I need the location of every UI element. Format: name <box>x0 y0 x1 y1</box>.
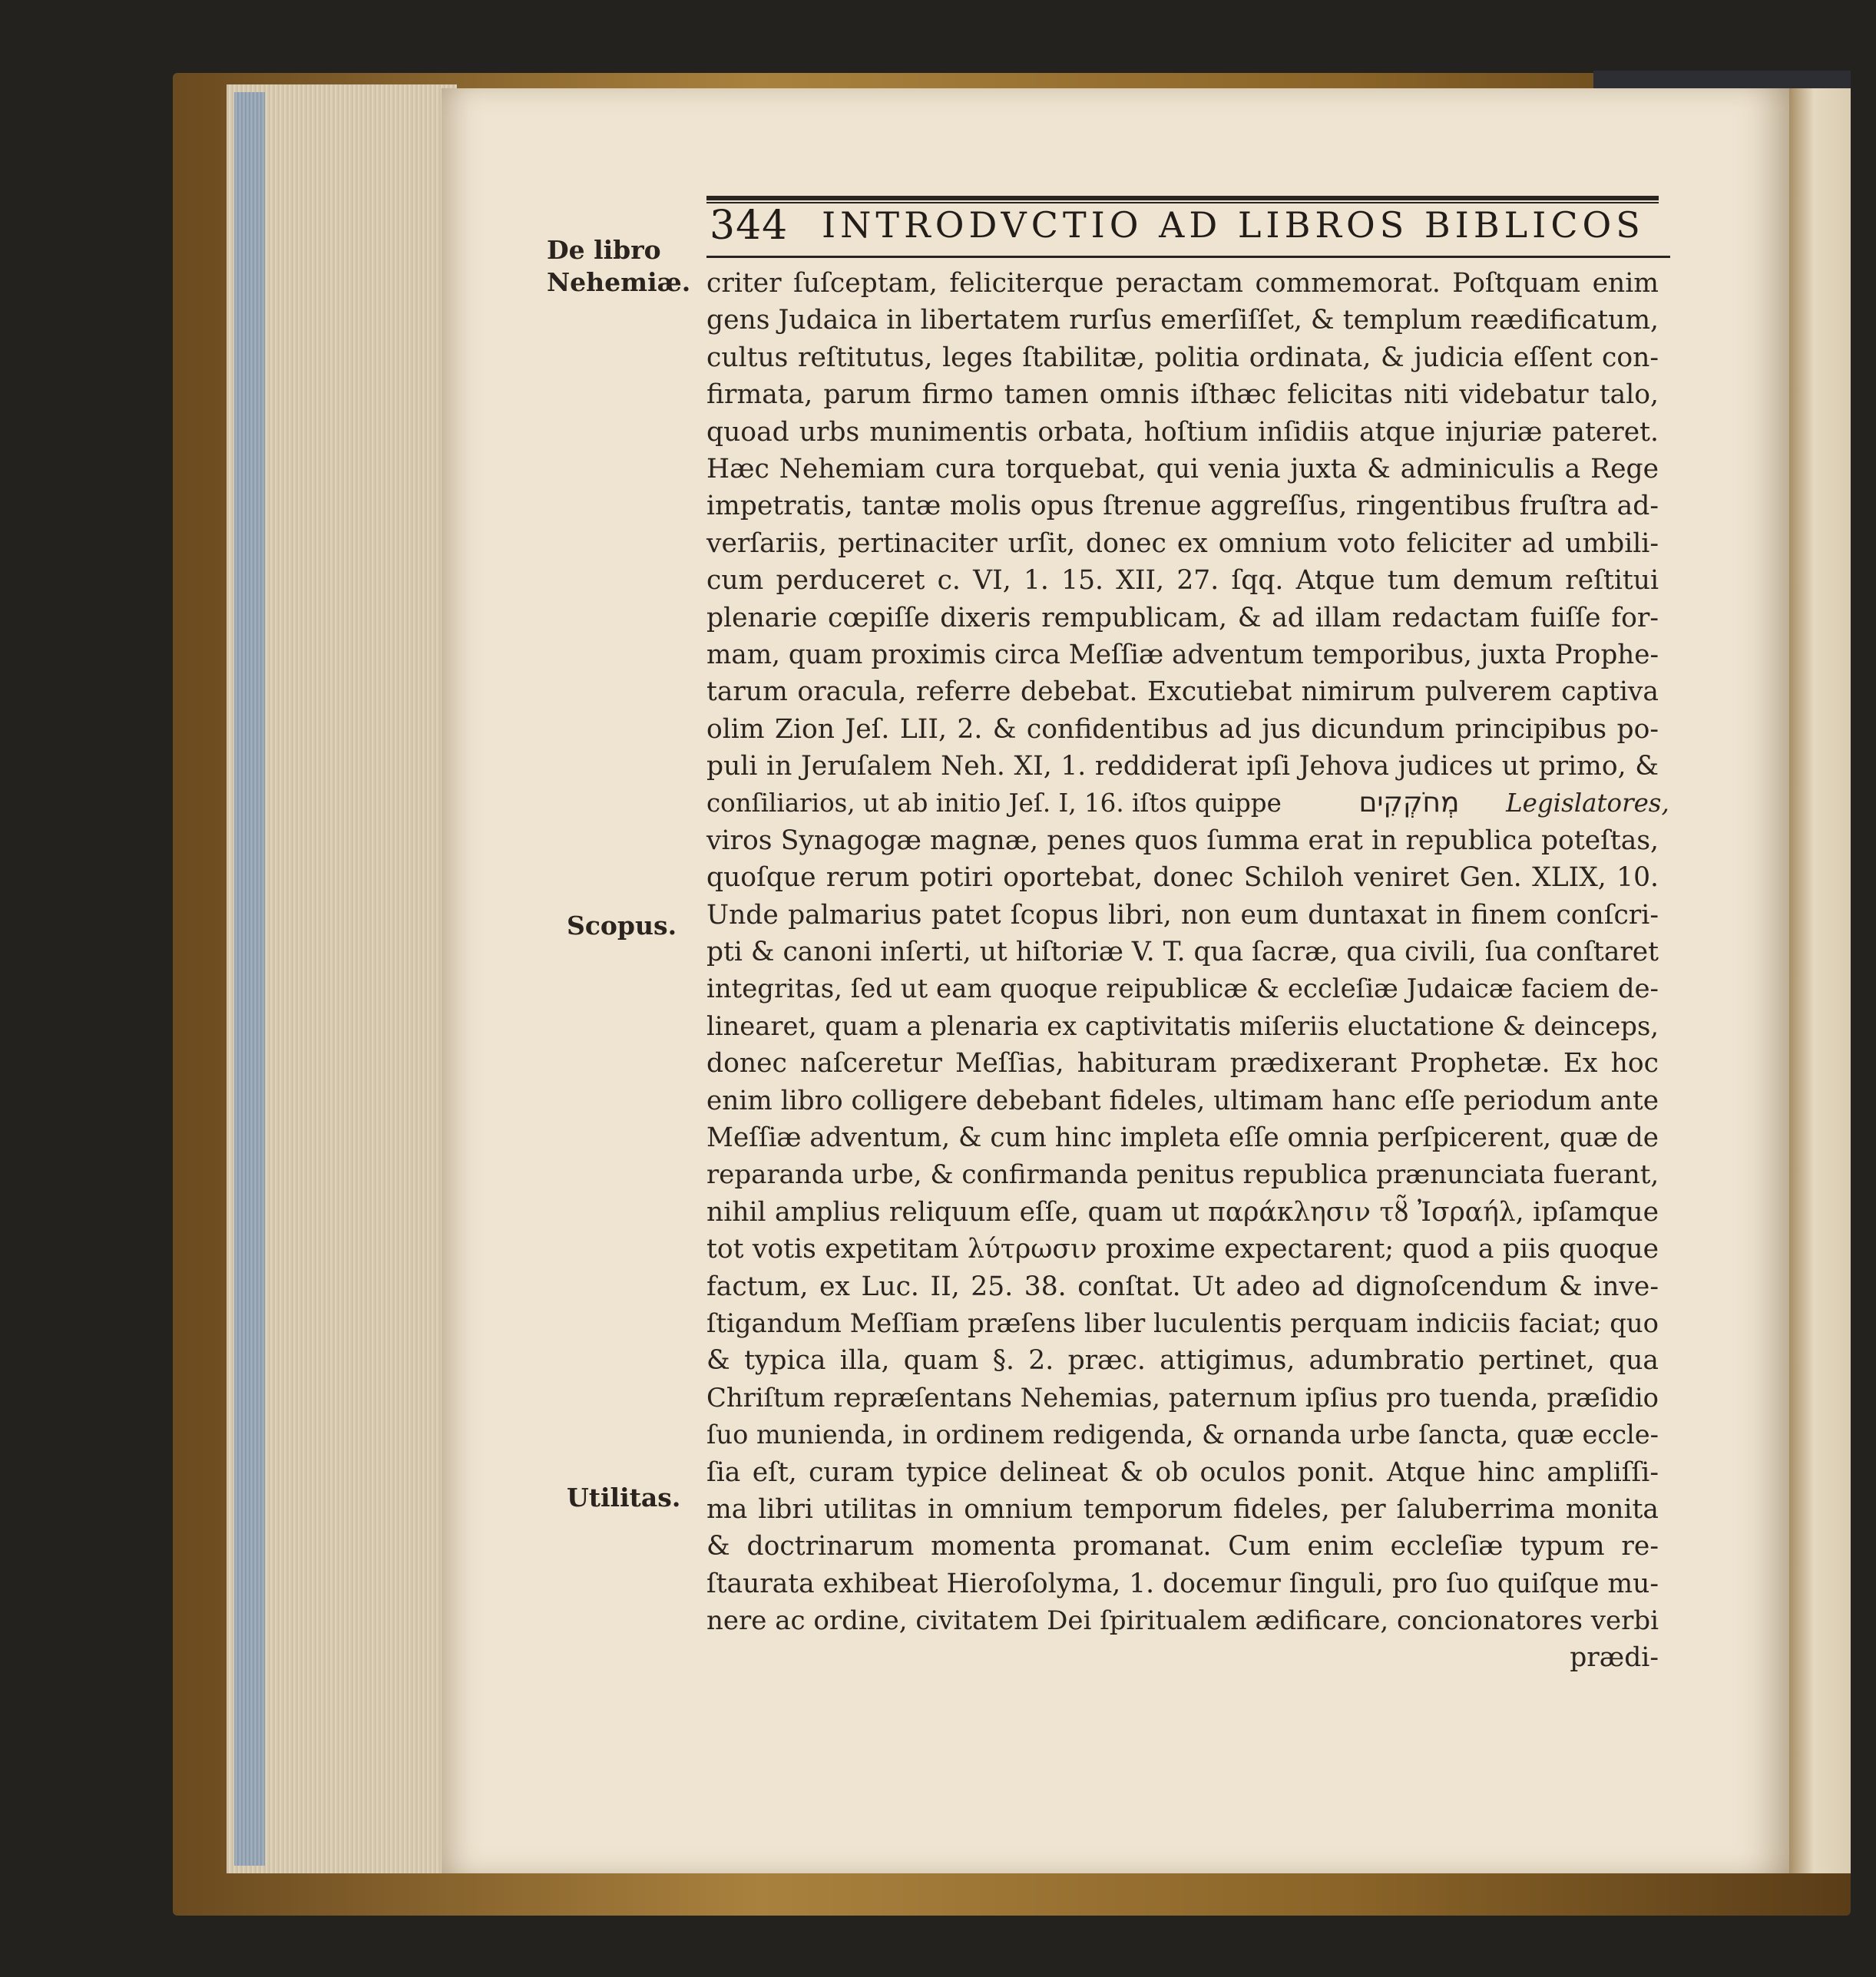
text-line: nihil amplius reliquum eſſe, quam ut παράκλησιν τȣ̃ Ἰσραήλ, ipſamque <box>706 1196 1659 1228</box>
text-line: & typica illa, quam §. 2. præc. attigimus, adumbratio pertinet, qua <box>706 1345 1659 1377</box>
text-line: donec naſceretur Meſſias, habituram prædixerant Prophetæ. Ex hoc <box>706 1048 1659 1079</box>
text-line: cultus reſtitutus, leges ſtabilitæ, politia ordinata, & judicia eſſent con- <box>706 342 1659 373</box>
catchword: prædi- <box>1570 1642 1659 1674</box>
text-line: olim Zion Jeſ. LII, 2. & confidentibus ad jus dicundum principibus po- <box>706 713 1659 745</box>
marginal-note-de-libro <box>547 234 690 299</box>
text-line: cum perduceret c. VI, 1. 15. XII, 27. ſqq. Atque tum demum reſtitui <box>706 565 1659 597</box>
facing-page-edge <box>1789 88 1851 1873</box>
hebrew-word: מְחֹקְקִים <box>1358 787 1460 819</box>
text-line: linearet, quam a plenaria ex captivitatis miſeriis eluctatione & deinceps, <box>706 1010 1659 1041</box>
running-head <box>706 201 1659 255</box>
marginal-note-line: Nehemiæ. <box>547 267 691 297</box>
header-rule-bottom <box>706 256 1670 258</box>
hebrew-gloss: Legislatores, <box>1506 788 1669 818</box>
text-line: tot votis expetitam λύτρωσιν proxime expectarent; quod a piis quoque <box>706 1234 1659 1265</box>
text-line: ſia eſt, curam typice delineat & ob oculos ponit. Atque hinc ampliſſi- <box>706 1456 1659 1488</box>
text-line: impetratis, tantæ molis opus ſtrenue aggreſſus, ringentibus fruſtra ad- <box>706 491 1659 522</box>
text-line: reparanda urbe, & confirmanda penitus republica prænunciata fuerant, <box>706 1159 1659 1191</box>
text-line: verſariis, pertinaciter urſit, donec ex omnium voto feliciter ad umbili- <box>706 527 1659 559</box>
page-edge-tint <box>234 92 265 1866</box>
text-line: viros Synagogæ magnæ, penes quos ſumma erat in republica poteſtas, <box>706 825 1659 856</box>
text-line: tarum oracula, referre debebat. Excutiebat nimirum pulverem captiva <box>706 676 1659 708</box>
text-line: Meſſiæ adventum, & cum hinc impleta eſſe omnia perſpicerent, quæ de <box>706 1122 1659 1153</box>
marginal-note-utilitas: Utilitas. <box>567 1483 681 1513</box>
text-line: Unde palmarius patet ſcopus libri, non eum duntaxat in finem conſcri- <box>706 899 1659 931</box>
marginal-note-scopus: Scopus. <box>567 911 677 941</box>
marginal-note-line: De libro <box>547 235 661 265</box>
text-segment: conſiliarios, ut ab initio Jeſ. I, 16. iſtos quippe <box>706 788 1282 818</box>
text-line-hebrew <box>706 785 1669 822</box>
text-line: pti & canoni inſerti, ut hiſtoriæ V. T. qua ſacræ, qua civili, ſua conſtaret <box>706 937 1659 968</box>
text-line: Chriſtum repræſentans Nehemias, paternum ipſius pro tuenda, præſidio <box>706 1382 1659 1413</box>
text-line: quoad urbs munimentis orbata, hoſtium inſidiis atque injuriæ pateret. <box>706 416 1659 448</box>
running-title: INTRODVCTIO AD LIBROS BIBLICOS <box>822 204 1645 246</box>
text-line: factum, ex Luc. II, 25. 38. conſtat. Ut adeo ad dignoſcendum & inve- <box>706 1271 1659 1302</box>
text-line: enim libro colligere debebant fideles, ultimam hanc eſſe periodum ante <box>706 1085 1659 1116</box>
text-line: mam, quam proximis circa Meſſiæ adventum temporibus, juxta Prophe- <box>706 639 1659 670</box>
text-line: integritas, ſed ut eam quoque reipublicæ & eccleſiæ Judaicæ faciem de- <box>706 974 1659 1004</box>
text-line: gens Judaica in libertatem rurſus emerſiſſet, & templum reædificatum, <box>706 305 1659 336</box>
text-line: criter ſuſceptam, feliciterque peractam commemorat. Poſtquam enim <box>706 268 1659 299</box>
header-rule-thick <box>706 196 1659 200</box>
text-line: plenarie cœpiſſe dixeris rempublicam, & ad illam redactam fuiſſe for- <box>706 602 1659 633</box>
text-line: ſtaurata exhibeat Hieroſolyma, 1. docemur ſinguli, pro ſuo quiſque mu- <box>706 1568 1659 1599</box>
text-line: ſuo munienda, in ordinem redigenda, & ornanda urbe ſancta, quæ eccle- <box>706 1420 1659 1450</box>
text-line: quoſque rerum potiri oportebat, donec Schiloh veniret Gen. XLIX, 10. <box>706 862 1659 894</box>
text-line: puli in Jeruſalem Neh. XI, 1. reddiderat ipſi Jehova judices ut primo, & <box>706 751 1659 782</box>
text-line: ma libri utilitas in omnium temporum fideles, per ſaluberrima monita <box>706 1493 1659 1525</box>
text-line: ſtigandum Meſſiam præſens liber luculentis perquam indiciis faciat; quo <box>706 1308 1659 1338</box>
body-text <box>706 265 1669 1677</box>
text-line: Hæc Nehemiam cura torquebat, qui venia juxta & adminiculis a Rege <box>706 453 1659 484</box>
text-line: firmata, parum firmo tamen omnis iſthæc felicitas niti videbatur talo, <box>706 379 1659 411</box>
page-number: 344 <box>710 203 789 249</box>
text-line: nere ac ordine, civitatem Dei ſpiritualem ædificare, concionatores verbi <box>706 1605 1659 1637</box>
text-line: & doctrinarum momenta promanat. Cum enim eccleſiæ typum re- <box>706 1531 1659 1562</box>
